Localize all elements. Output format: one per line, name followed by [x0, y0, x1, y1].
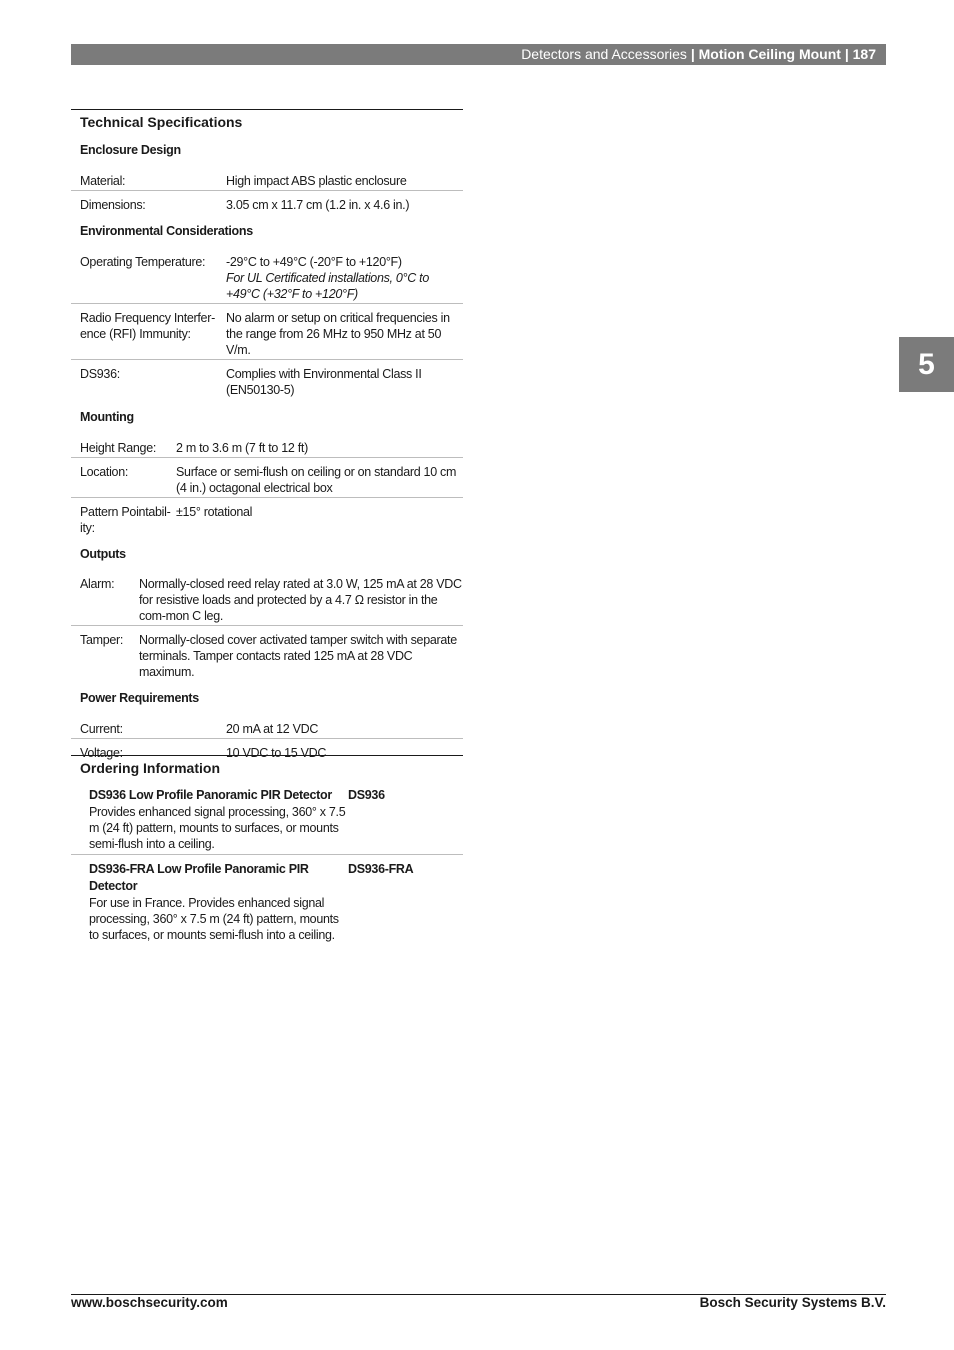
spec-row [71, 360, 463, 400]
spec-label: Location: [71, 458, 176, 498]
spec-value-text: -29°C to +49°C (-20°F to +120°F) [226, 255, 402, 269]
spec-label: Material: [71, 173, 226, 191]
subhead-power: Power Requirements [80, 691, 199, 705]
spec-value [226, 254, 463, 304]
spec-row [71, 498, 463, 538]
product-name: DS936-FRA Low Profile Panoramic PIR Detector [89, 862, 309, 893]
spec-row [71, 721, 463, 739]
spec-label: Current: [71, 721, 226, 739]
spec-label: Pattern Pointabil-ity: [80, 505, 171, 535]
spec-row [71, 191, 463, 215]
spec-value: Surface or semi-flush on ceiling or on standard 10 cm (4 in.) octagonal electrical box [176, 458, 463, 498]
subhead-environmental: Environmental Considerations [80, 224, 253, 238]
spec-label: DS936: [80, 367, 120, 381]
spec-value: No alarm or setup on critical frequencies in the range from 26 MHz to 950 MHz at 50 V/m. [226, 304, 463, 360]
spec-value-note: For UL Certificated installations, 0°C to +49°C (+32°F to +120°F) [226, 271, 429, 301]
spec-value: Normally-closed reed relay rated at 3.0 W, 125 mA at 28 VDC for resistive loads and protected by a 4.7 Ω resistor in the com-mon C leg. [139, 576, 463, 626]
product-description: Provides enhanced signal processing, 360° x 7.5 m (24 ft) pattern, mounts to surfaces, or mounts semi-flush into a ceiling. [89, 805, 346, 851]
header-product: Motion Ceiling Mount [698, 46, 841, 62]
spec-label: Dimensions: [80, 198, 146, 212]
spec-label: Height Range: [71, 440, 176, 458]
spec-row [71, 173, 463, 191]
header-category: Detectors and Accessories [521, 46, 687, 62]
subhead-enclosure: Enclosure Design [80, 143, 181, 157]
spec-label: Operating Temperature: [71, 254, 226, 304]
spec-value: ±15° rotational [176, 505, 253, 519]
subhead-mounting: Mounting [80, 410, 134, 424]
product-code: DS936-FRA [348, 862, 414, 876]
spec-value: Complies with Environmental Class II (EN50130-5) [226, 367, 422, 397]
environmental-table [71, 254, 463, 399]
outputs-table [71, 576, 463, 681]
running-header [71, 44, 886, 65]
spec-value: 3.05 cm x 11.7 cm (1.2 in. x 4.6 in.) [226, 198, 410, 212]
product-code: DS936 [348, 787, 463, 855]
spec-value: 20 mA at 12 VDC [226, 721, 463, 739]
product-name: DS936 Low Profile Panoramic PIR Detector [89, 788, 332, 802]
footer-website[interactable]: www.boschsecurity.com [71, 1295, 228, 1310]
header-separator: | [844, 46, 849, 62]
spec-label: Alarm: [71, 576, 139, 626]
spec-row [71, 626, 463, 682]
order-item [71, 787, 463, 855]
spec-row [71, 576, 463, 626]
ordering-table [71, 787, 463, 943]
subhead-outputs: Outputs [80, 547, 126, 561]
ordering-information-section [71, 755, 463, 943]
spec-row [71, 254, 463, 304]
section-title: Technical Specifications [80, 114, 243, 130]
spec-row [71, 440, 463, 458]
spec-label: Tamper: [80, 633, 124, 647]
spec-label: Radio Frequency Interfer-ence (RFI) Immunity: [71, 304, 226, 360]
product-description: For use in France. Provides enhanced signal processing, 360° x 7.5 m (24 ft) pattern, mounts to surfaces, or mounts semi-flush into a ceiling. [89, 896, 339, 942]
chapter-tab: 5 [899, 337, 954, 392]
spec-value: Normally-closed cover activated tamper switch with separate terminals. Tamper contacts rated 125 mA at 28 VDC maximum. [139, 633, 457, 679]
order-item [71, 855, 463, 944]
header-separator: | [690, 46, 695, 62]
technical-specifications-section [71, 109, 463, 762]
spec-value: 10 VDC to 15 VDC [226, 746, 327, 760]
spec-value: 2 m to 3.6 m (7 ft to 12 ft) [176, 440, 463, 458]
spec-row [71, 458, 463, 498]
mounting-table [71, 440, 463, 537]
footer-company: Bosch Security Systems B.V. [699, 1295, 886, 1310]
spec-row [71, 304, 463, 360]
section-title: Ordering Information [80, 760, 220, 776]
enclosure-table [71, 173, 463, 214]
page-number: 187 [852, 46, 876, 62]
spec-label: Voltage: [80, 746, 123, 760]
spec-value: High impact ABS plastic enclosure [226, 173, 463, 191]
